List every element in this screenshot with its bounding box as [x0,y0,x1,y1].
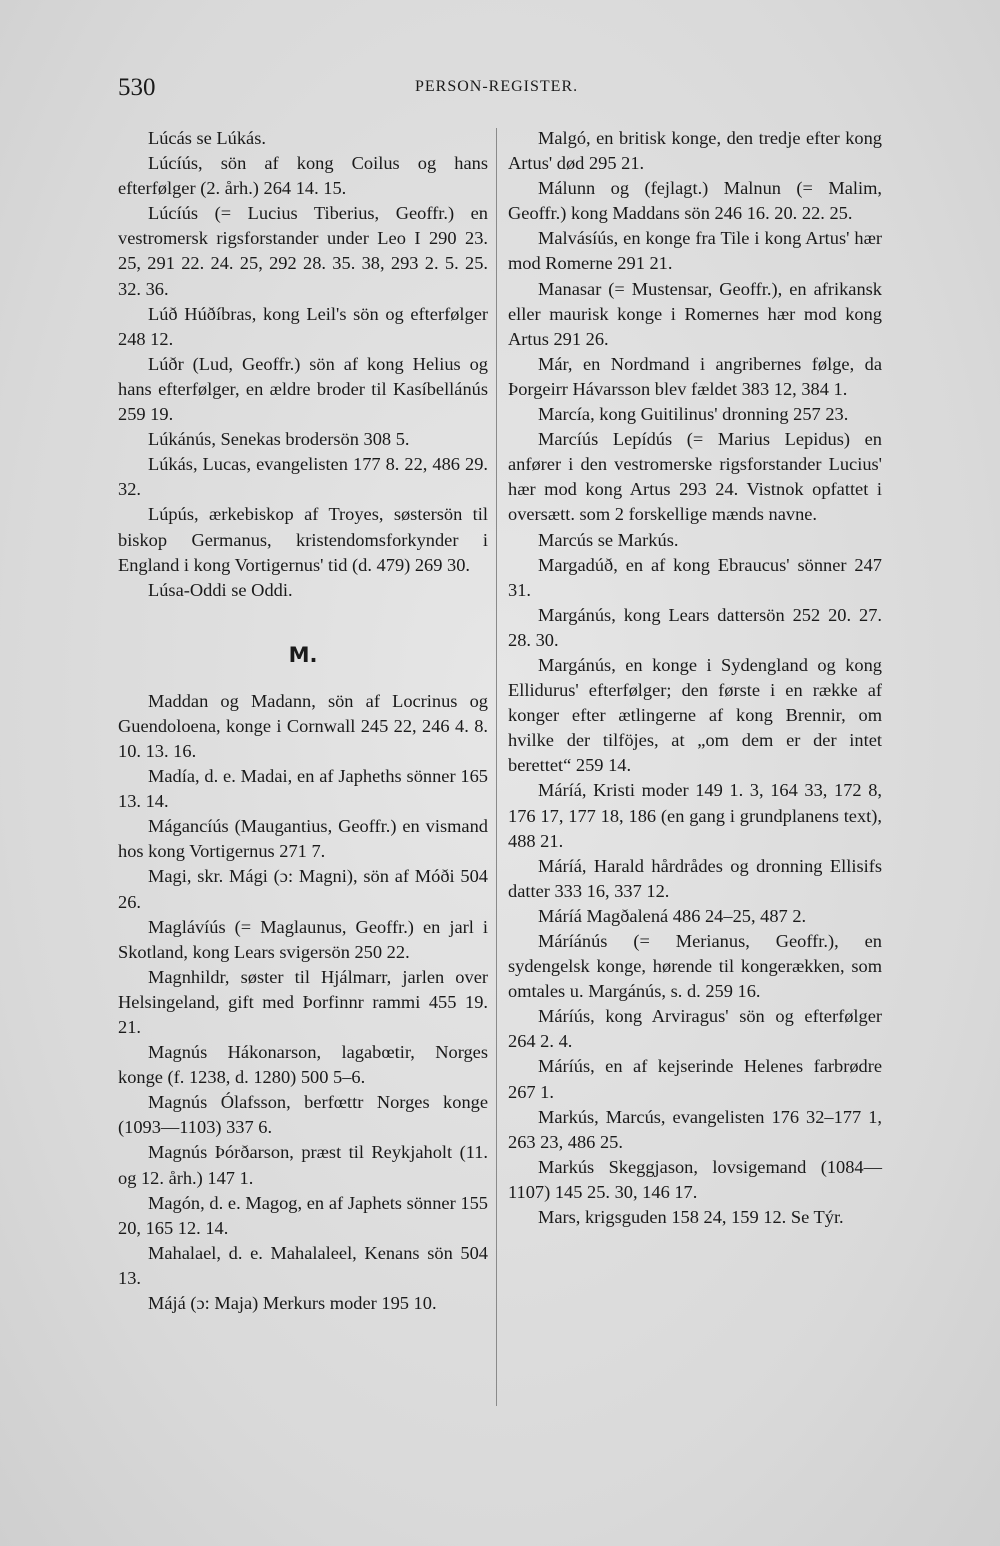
index-entry: Lúkás, Lucas, evangelisten 177 8. 22, 486 29. 32. [118,454,488,500]
index-entry: Lúcíús (= Lucius Tiberius, Geoffr.) en vestromersk rigsforstander under Leo I 290 23. 25, 291 22. 24. 25, 292 28. 35. 38, 293 2. 5. 25. 32. 36. [118,203,488,299]
index-entry: Markús Skeggjason, lovsigemand (1084—1107) 145 25. 30, 146 17. [508,1156,882,1202]
index-entry: Máríánús (= Merianus, Geoffr.), en sydengelsk konge, hørende til kongerækken, som omtales u. Margánús, s. d. 259 16. [508,931,882,1002]
section-letter: M. [288,642,318,667]
index-entry: Már, en Nordmand i angribernes følge, da Þorgeirr Hávarsson blev fældet 383 12, 384 1. [508,353,882,399]
index-entry: Lúcíús, sön af kong Coilus og hans efterfølger (2. årh.) 264 14. 15. [118,153,488,199]
index-entry: Manasar (= Mustensar, Geoffr.), en afrikansk eller maurisk konge i Romernes hær mod kong Artus 291 26. [508,278,882,349]
index-entry: Máríús, en af kejserinde Helenes farbrødre 267 1. [508,1056,882,1102]
index-entry: Magi, skr. Mági (ɔ: Magni), sön af Móði 504 26. [118,866,488,912]
index-entry: Mahalael, d. e. Mahalaleel, Kenans sön 504 13. [118,1242,488,1288]
index-entry: Lúsa-Oddi se Oddi. [148,579,293,600]
index-entry: Margánús, kong Lears dattersön 252 20. 27. 28. 30. [508,604,882,650]
page-number: 530 [118,74,156,101]
index-entry: Magnús Ólafsson, berfœttr Norges konge (1093—1103) 337 6. [118,1092,488,1138]
index-entry: Máríá, Kristi moder 149 1. 3, 164 33, 172 8, 176 17, 177 18, 186 (en gang i grundplanens text), 488 21. [508,780,882,851]
right-column [508,126,882,1230]
index-entry: Magnús Þórðarson, præst til Reykjaholt (11. og 12. årh.) 147 1. [118,1142,488,1188]
index-entry: Marcús se Markús. [538,529,679,550]
index-entry: Lúð Húðíbras, kong Leil's sön og efterfølger 248 12. [118,303,488,349]
index-entry: Lúkánús, Senekas brodersön 308 5. [148,429,410,450]
index-entry: Máríá Magðalená 486 24–25, 487 2. [538,905,807,926]
index-entry: Maddan og Madann, sön af Locrinus og Guendoloena, konge i Cornwall 245 22, 246 4. 8. 10. 13. 16. [118,690,488,761]
index-entry: Lúcás se Lúkás. [148,128,266,148]
index-entry: Margánús, en konge i Sydengland og kong Ellidurus' efterfølger; den første i en række af konger efter ætlingerne af kong Brennir, om hvilke der tilföjes, at „om dem er der intet berettet“ 259 14. [508,654,882,776]
index-entry: Madía, d. e. Madai, en af Japheths sönner 165 13. 14. [118,766,488,812]
column-divider [496,128,497,1406]
index-entry: Máríús, kong Arviragus' sön og efterfølger 264 2. 4. [508,1006,882,1052]
index-entry: Malgó, en britisk konge, den tredje efter kong Artus' død 295 21. [508,128,882,174]
index-entry: Magnús Hákonarson, lagabœtir, Norges konge (f. 1238, d. 1280) 500 5–6. [118,1042,488,1088]
index-entry: Marcía, kong Guitilinus' dronning 257 23. [538,404,849,425]
index-entry: Máríá, Harald hårdrådes og dronning Ellisifs datter 333 16, 337 12. [508,855,882,901]
index-entry: Májá (ɔ: Maja) Merkurs moder 195 10. [148,1293,437,1314]
left-column [118,126,488,1316]
index-entry: Mars, krigsguden 158 24, 159 12. Se Týr. [538,1207,844,1228]
running-title: PERSON-REGISTER. [415,78,579,95]
index-entry: Lúpús, ærkebiskop af Troyes, søstersön til biskop Germanus, kristendomsforkynder i England i kong Vortigernus' tid (d. 479) 269 30. [118,504,488,575]
index-entry: Margadúð, en af kong Ebraucus' sönner 247 31. [508,554,882,600]
index-entry: Maglávíús (= Maglaunus, Geoffr.) en jarl i Skotland, kong Lears svigersön 250 22. [118,916,488,962]
index-entry: Mágancíús (Maugantius, Geoffr.) en vismand hos kong Vortigernus 271 7. [118,816,488,862]
index-entry: Marcíús Lepídús (= Marius Lepidus) en anfører i den vestromerske rigsforstander Lucius' hær mod kong Artus 293 24. Vistnok opfattet i oversætt. som 2 forskellige mænds navne. [508,429,882,525]
index-entry: Málunn og (fejlagt.) Malnun (= Malim, Geoffr.) kong Maddans sön 246 16. 20. 22. 25. [508,178,882,224]
index-entry: Magón, d. e. Magog, en af Japhets sönner 155 20, 165 12. 14. [118,1192,488,1238]
index-entry: Malvásíús, en konge fra Tile i kong Artus' hær mod Romerne 291 21. [508,228,882,274]
index-entry: Markús, Marcús, evangelisten 176 32–177 1, 263 23, 486 25. [508,1106,882,1152]
index-entry: Magnhildr, søster til Hjálmarr, jarlen over Helsingeland, gift med Þorfinnr rammi 455 19. 21. [118,966,488,1037]
index-entry: Lúðr (Lud, Geoffr.) sön af kong Helius og hans efterfølger, en ældre broder til Kasíbellánús 259 19. [118,353,488,425]
